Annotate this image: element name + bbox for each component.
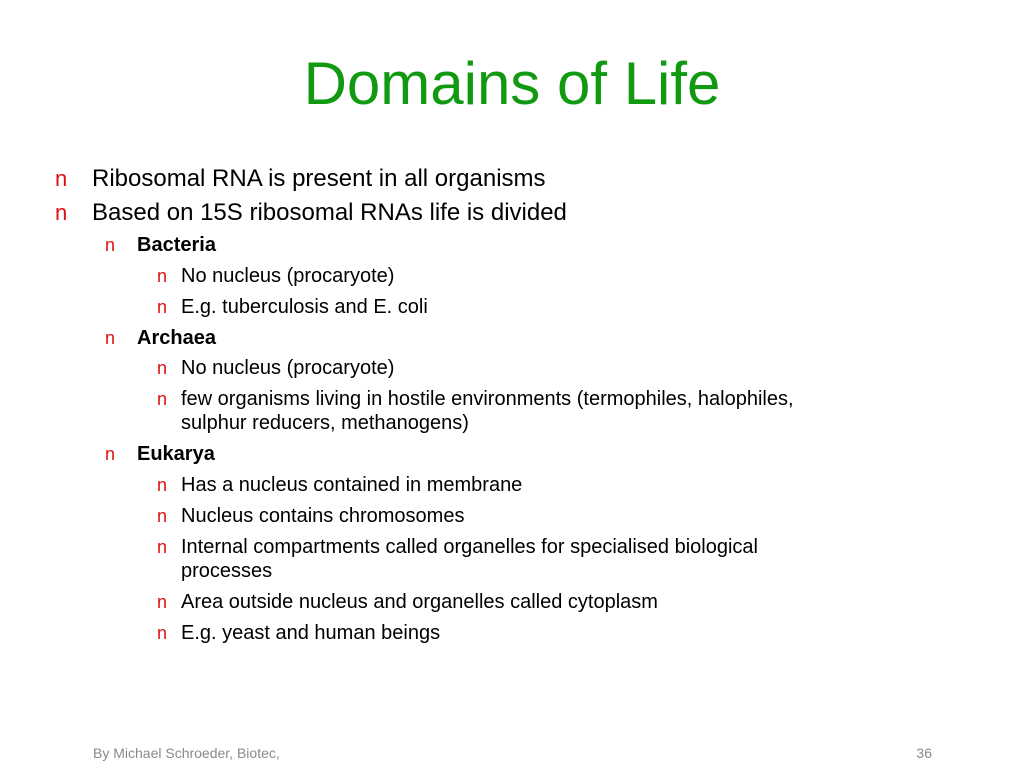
slide-number: 36	[916, 745, 932, 761]
bullet-marker: n	[105, 328, 116, 348]
bullet-text: Nucleus contains chromosomes	[181, 505, 465, 527]
bullet-text-continuation: sulphur reducers, methanogens)	[181, 412, 469, 434]
bullet-text: Has a nucleus contained in membrane	[181, 474, 523, 496]
bullet-text: E.g. yeast and human beings	[181, 622, 441, 644]
bullet-marker: n	[157, 358, 168, 378]
bullet-marker: n	[105, 235, 116, 255]
bullet-text: Based on 15S ribosomal RNAs life is divided	[92, 199, 567, 226]
bullet-text: few organisms living in hostile environments (termophiles, halophiles,	[181, 388, 794, 410]
domain-heading: Eukarya	[137, 443, 215, 465]
domain-heading: Archaea	[137, 327, 216, 349]
bullet-text: No nucleus (procaryote)	[181, 357, 395, 379]
bullet-text: Area outside nucleus and organelles called cytoplasm	[181, 591, 658, 613]
bullet-text-continuation: processes	[181, 560, 273, 582]
bullet-text: No nucleus (procaryote)	[181, 265, 395, 287]
bullet-marker: n	[157, 537, 168, 557]
bullet-marker: n	[157, 592, 168, 612]
bullet-marker: n	[157, 266, 168, 286]
domain-heading: Bacteria	[137, 234, 216, 256]
bullet-marker: n	[55, 200, 68, 225]
bullet-text: Internal compartments called organelles for specialised biological	[181, 536, 758, 558]
bullet-marker: n	[105, 444, 116, 464]
bullet-marker: n	[157, 623, 168, 643]
bullet-marker: n	[157, 475, 168, 495]
footer-author: By Michael Schroeder, Biotec,	[93, 745, 280, 761]
bullet-marker: n	[55, 166, 68, 191]
slide-title: Domains of Life	[303, 50, 721, 117]
bullet-marker: n	[157, 506, 168, 526]
bullet-text: Ribosomal RNA is present in all organisms	[92, 165, 546, 192]
bullet-marker: n	[157, 297, 168, 317]
bullet-marker: n	[157, 389, 168, 409]
bullet-text: E.g. tuberculosis and E. coli	[181, 296, 428, 318]
